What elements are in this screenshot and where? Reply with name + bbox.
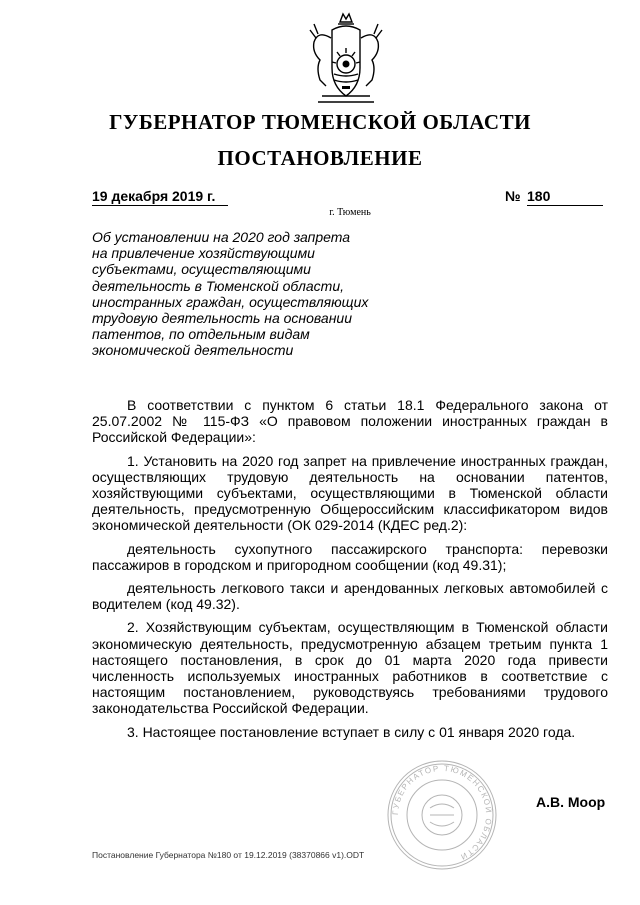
- svg-text:ГУБЕРНАТОР ТЮМЕНСКОЙ ОБЛАСТИ: [391, 764, 493, 862]
- subject-line: трудовую деятельность на основании: [92, 310, 352, 327]
- subject-line: деятельность в Тюменской области,: [92, 277, 344, 294]
- body-paragraph: деятельность легкового такси и арендованных легковых автомобилей с водителем (код 49.32).: [92, 580, 608, 613]
- document-number-label: №: [505, 188, 521, 204]
- subject-line: иностранных граждан, осуществляющих: [92, 293, 369, 310]
- subject-line: субъектами, осуществляющими: [92, 261, 311, 278]
- document-date: 19 декабря 2019 г.: [92, 188, 228, 206]
- stamp-text: ГУБЕРНАТОР ТЮМЕНСКОЙ ОБЛАСТИ: [390, 763, 494, 862]
- signature-name: А.В. Моор: [536, 794, 606, 810]
- subject-line: патентов, по отдельным видам: [92, 326, 310, 343]
- subject-line: экономической деятельности: [92, 342, 294, 359]
- document-subject: [92, 229, 392, 359]
- body-paragraph: 2. Хозяйствующим субъектам, осуществляющим в Тюменской области экономическую деятельность, предусмотренную абзацем третьим пункта 1 настоящего постановления, в срок до 01 марта 2020 года привести численность используемых иностранных работников в соответствие с настоящим постановлением, руководствуясь требованиями трудового законодательства Российской Федерации.: [92, 619, 608, 717]
- document-footer: Постановление Губернатора №180 от 19.12.2019 (38370866 v1).ODT: [92, 850, 365, 860]
- subject-line: Об установлении на 2020 год запрета: [92, 229, 351, 245]
- body-paragraph: 3. Настоящее постановление вступает в силу с 01 января 2020 года.: [127, 723, 576, 740]
- subject-line: на привлечение хозяйствующими: [92, 245, 315, 262]
- coat-of-arms-emblem: [296, 8, 396, 108]
- document-body: [92, 397, 608, 747]
- governor-title: ГУБЕРНАТОР ТЮМЕНСКОЙ ОБЛАСТИ: [109, 110, 531, 134]
- body-paragraph: 1. Установить на 2020 год запрет на привлечение иностранных граждан, осуществляющих трудовую деятельность на основании патентов, хозяйствующими субъектами, осуществляющими в Тюменской области деятельность, предусмотренную Общероссийским классификатором видов экономической деятельности (ОК 029-2014 (КДЕС ред.2):: [92, 452, 608, 534]
- document-city: г. Тюмень: [329, 207, 371, 218]
- body-paragraph: В соответствии с пунктом 6 статьи 18.1 Федерального закона от 25.07.2002 № 115-ФЗ «О правовом положении иностранных граждан в Российской Федерации»:: [92, 397, 608, 446]
- document-type-title: ПОСТАНОВЛЕНИЕ: [217, 146, 423, 170]
- document-number: 180: [527, 188, 603, 206]
- body-paragraph: деятельность сухопутного пассажирского транспорта: перевозки пассажиров в городском и пригородном сообщении (код 49.31);: [92, 540, 608, 573]
- official-stamp: [385, 758, 499, 872]
